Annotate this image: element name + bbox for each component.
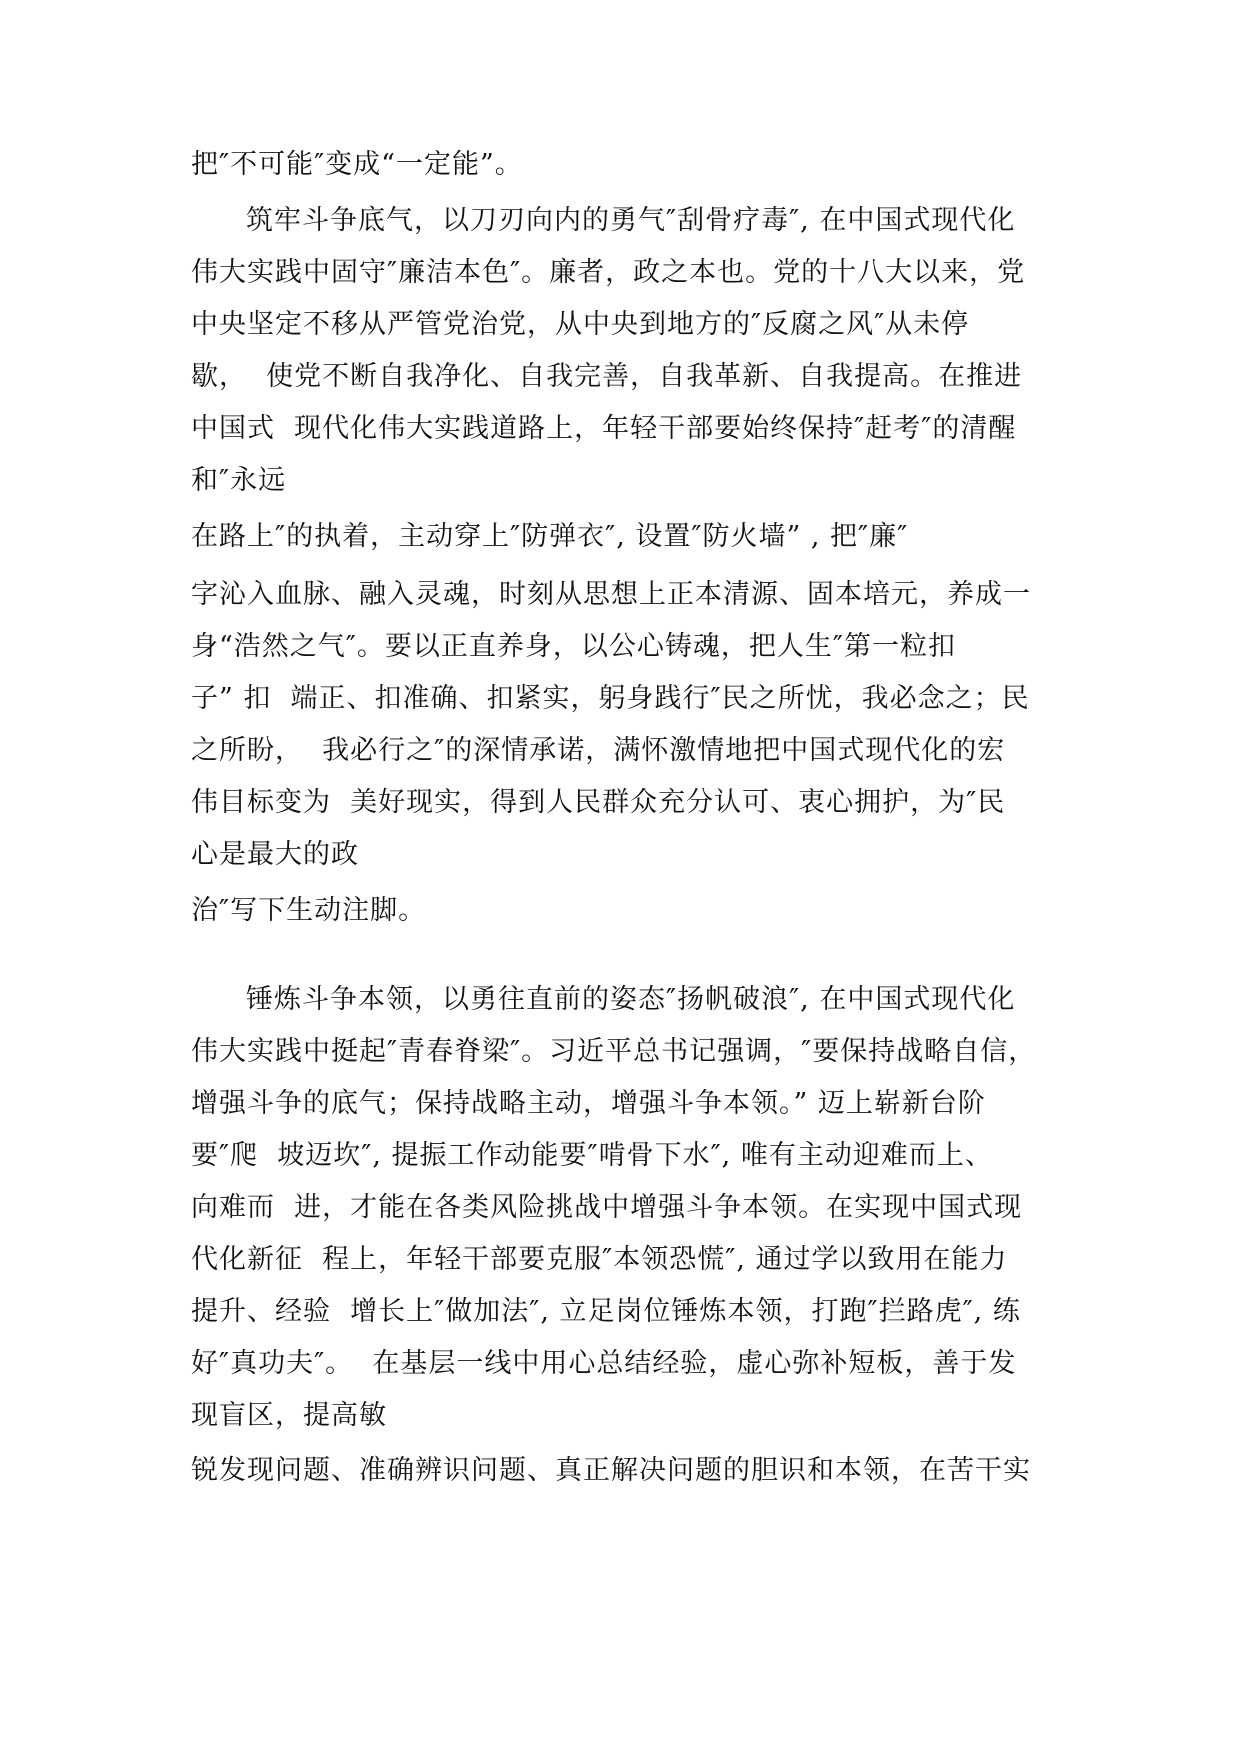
text-line: 之所盼， 我必行之″的深情承诺，满怀激情地把中国式现代化的宏 <box>191 735 1006 766</box>
text-line: 向难而 进，才能在各类风险挑战中增强斗争本领。在实现中国式现 <box>191 1192 1023 1223</box>
text-line: 好″真功夫″。 在基层一线中用心总结经验，虚心弥补短板，善于发 <box>191 1348 1017 1379</box>
text-line: 歇， 使党不断自我净化、自我完善，自我革新、自我提高。在推进 <box>191 361 1023 392</box>
text-line: 伟目标变为 美好现实，得到人民群众充分认可、衷心拥护，为″民 <box>191 787 1006 818</box>
text-line: 锐发现问题、准确辨识问题、真正解决问题的胆识和本领，在苦干实 <box>191 1455 1031 1486</box>
text-line: 心是最大的政 <box>191 839 359 870</box>
text-line: 子” 扣 端正、扣准确、扣紧实，躬身践行″民之所忧，我必念之；民 <box>191 683 1030 714</box>
text-line: 现盲区，提高敏 <box>191 1400 387 1431</box>
text-line: 伟大实践中挺起″青春脊梁″。习近平总书记强调，″要保持战略自信， <box>191 1036 1037 1067</box>
text-line: 中国式 现代化伟大实践道路上，年轻干部要始终保持″赶考″的清醒 <box>191 413 1017 444</box>
text-line: 代化新征 程上，年轻干部要克服″本领恐慌″, 通过学以致用在能力 <box>191 1244 1008 1275</box>
paragraph-first-line: 锤炼斗争本领，以勇往直前的姿态″扬帆破浪″, 在中国式现代化 <box>246 984 1016 1015</box>
text-line: 和″永远 <box>191 465 287 496</box>
text-line: 身“浩然之气″。要以正直养身，以公心铸魂，把人生″第一粒扣 <box>191 631 956 662</box>
text-line: 在路上″的执着，主动穿上″防弹衣″, 设置″防火墙” , 把″廉″ <box>191 521 909 552</box>
text-line: 提升、经验 增长上″做加法″, 立足岗位锤炼本领，打跑″拦路虎″, 练 <box>191 1296 1021 1327</box>
text-line: 要″爬 坡迈坎″, 提振工作动能要″啃骨下水″, 唯有主动迎难而上、 <box>191 1140 993 1171</box>
text-line: 治″写下生动注脚。 <box>191 895 427 926</box>
text-line: 把″不可能″变成“一定能”。 <box>191 149 523 180</box>
text-line: 中央坚定不移从严管党治党，从中央到地方的″反腐之风″从未停 <box>191 309 970 340</box>
paragraph-first-line: 筑牢斗争底气，以刀刃向内的勇气″刮骨疗毒″, 在中国式现代化 <box>246 205 1016 236</box>
text-line: 字沁入血脉、融入灵魂，时刻从思想上正本清源、固本培元，养成一 <box>191 579 1031 610</box>
text-line: 伟大实践中固守″廉洁本色″。廉者，政之本也。党的十八大以来，党 <box>191 257 1026 288</box>
text-line: 增强斗争的底气；保持战略主动，增强斗争本领。” 迈上崭新台阶 <box>191 1088 986 1119</box>
